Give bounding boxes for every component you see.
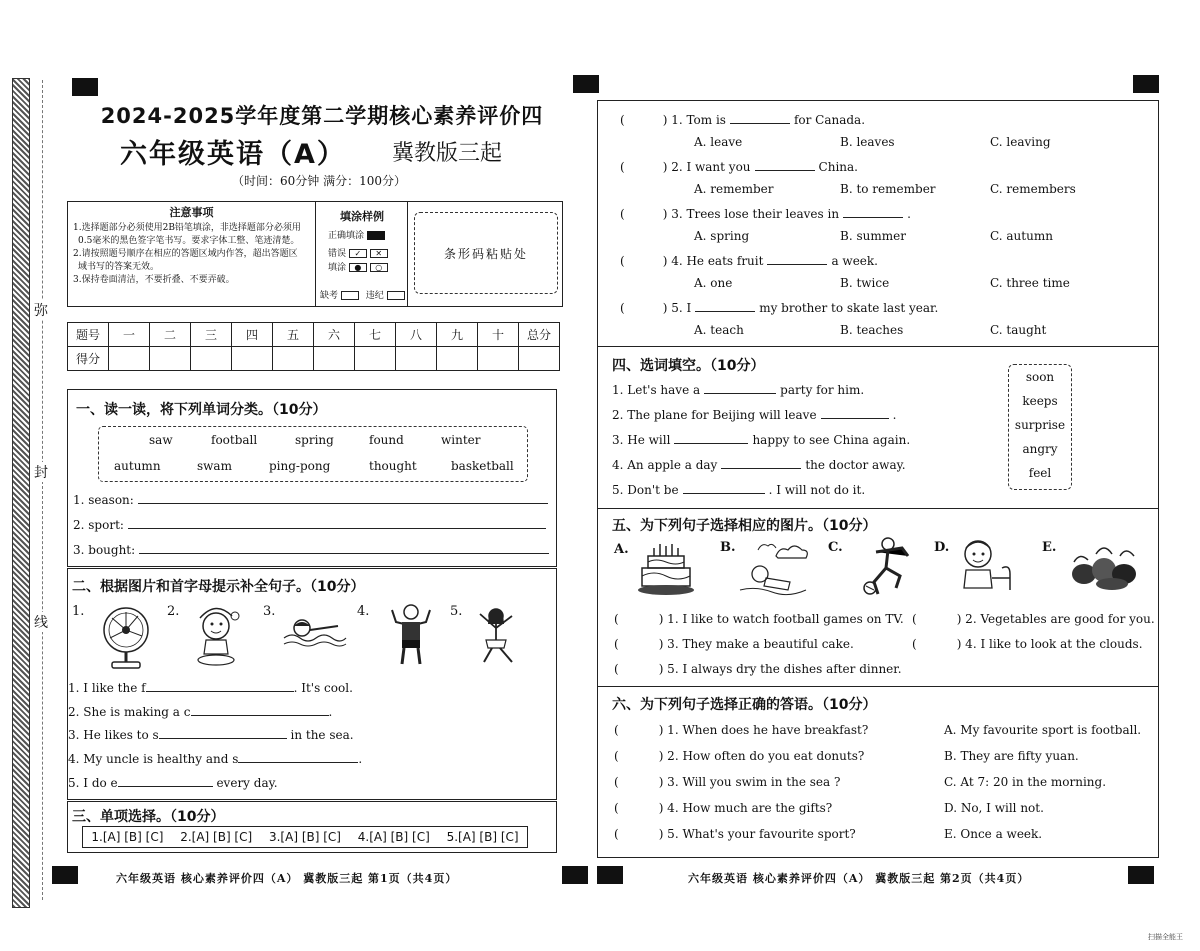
fill-sentence [68, 751, 362, 766]
question-stem: 3. Trees lose their leaves in [671, 207, 840, 221]
word: autumn [114, 459, 161, 473]
score-header-cell: 总分 [519, 323, 560, 347]
pic-label: C. [828, 540, 843, 555]
classify-label: 3. bought: [73, 543, 136, 557]
answer-slot[interactable] [625, 253, 663, 265]
violation-box[interactable] [387, 291, 405, 300]
classify-label: 1. season: [73, 493, 134, 507]
close-paren: ) [662, 113, 672, 127]
match-sentence: ) 4. I like to look at the clouds. [956, 637, 1143, 651]
answer-slot[interactable] [625, 159, 663, 171]
sentence-part: 1. I like the f [68, 681, 146, 695]
answer-match-question [614, 749, 864, 763]
mc-answer-sheet [82, 826, 528, 848]
fill-label: 填涂 [328, 263, 347, 273]
question-stem: 5. I [671, 301, 692, 315]
score-cell[interactable] [355, 347, 396, 371]
mc-question [620, 159, 858, 174]
score-cell[interactable] [232, 347, 273, 371]
fill-sample-title: 填涂样例 [340, 210, 384, 223]
open-paren: ( [614, 723, 619, 737]
sentence-part: 2. She is making a c [68, 705, 191, 719]
answer-match-question [614, 775, 840, 789]
divider [597, 686, 1159, 687]
score-cell[interactable] [314, 347, 355, 371]
sentence-part: every day. [212, 776, 278, 790]
question-stem: 2. I want you [671, 160, 751, 174]
answer-blank[interactable] [730, 112, 790, 124]
option-a: A. teach [694, 323, 744, 337]
fill-sentence [68, 775, 278, 790]
girl-cake-picture [188, 602, 246, 668]
answer-blank[interactable] [238, 751, 358, 763]
classify-line-season [73, 492, 548, 507]
sentence-part: . [328, 705, 333, 719]
option-a: A. one [694, 276, 733, 290]
registration-mark [72, 78, 98, 96]
word-choice-box [1008, 364, 1072, 490]
match-sentence: ) 2. Vegetables are good for you. [956, 612, 1155, 626]
binding-char-feng: 封 [30, 462, 52, 482]
option-b: B. summer [840, 229, 906, 243]
option-c: C. remembers [990, 182, 1076, 196]
close-paren: ) [662, 254, 672, 268]
option-a: A. spring [694, 229, 750, 243]
picture-match-item [614, 612, 904, 626]
score-header-cell: 四 [232, 323, 273, 347]
score-header-cell: 六 [314, 323, 355, 347]
sentence-part: 1. Let's have a [612, 383, 701, 397]
answer-slot[interactable] [625, 112, 663, 124]
sentence-part: 5. I do e [68, 776, 118, 790]
football-player-picture [856, 536, 918, 598]
divider [597, 508, 1159, 509]
mc-question [620, 300, 938, 315]
sentence-part: party for him. [780, 383, 865, 397]
notice-item: 域书写的答案无效。 [78, 262, 160, 272]
absent-label: 缺考 [320, 291, 339, 301]
option-a: A. leave [694, 135, 743, 149]
exam-time: （时间：60分钟 满分：100分） [232, 174, 406, 188]
question-stem-end: for Canada. [793, 113, 866, 127]
cross-box-icon: ✕ [370, 249, 388, 258]
picture-match-item [912, 612, 1155, 626]
score-header-cell: 九 [437, 323, 478, 347]
question-stem: 4. He eats fruit [671, 254, 764, 268]
answer-blank[interactable] [191, 704, 329, 716]
open-paren: ( [620, 113, 625, 127]
open-paren: ( [620, 160, 625, 174]
answer-blank[interactable] [767, 253, 827, 265]
answer-blank[interactable] [118, 775, 213, 787]
sentence-part: 3. He will [612, 433, 671, 447]
close-paren: ) [662, 160, 672, 174]
answer-blank[interactable] [721, 457, 801, 469]
absent-box[interactable] [341, 291, 359, 300]
score-header-cell: 十 [478, 323, 519, 347]
match-sentence: ) 3. They make a beautiful cake. [658, 637, 854, 651]
section-3-title: 三、单项选择。（10分） [72, 809, 225, 825]
question-stem-end: a week. [831, 254, 878, 268]
sentence-part: the doctor away. [805, 458, 906, 472]
circle-box-icon: ○ [370, 263, 388, 272]
answer-blank[interactable] [146, 680, 294, 692]
dot-box-icon: ● [349, 263, 367, 272]
open-paren: ( [614, 612, 619, 626]
sentence-part: in the sea. [286, 728, 354, 742]
barcode-area: 条形码粘贴处 [414, 212, 558, 294]
fill-choice-sentence [612, 382, 864, 397]
score-cell[interactable] [519, 347, 560, 371]
score-header-cell: 一 [109, 323, 150, 347]
score-header-cell: 五 [273, 323, 314, 347]
option-b: B. teaches [840, 323, 904, 337]
score-header-row [68, 323, 560, 347]
answer-choice-2[interactable]: 2.[A] [B] [C] [180, 830, 253, 844]
fill-sentence [68, 727, 354, 742]
registration-mark [597, 866, 623, 884]
open-paren: ( [620, 301, 625, 315]
cake-picture [636, 540, 694, 598]
answer-option: E. Once a week. [944, 827, 1043, 841]
exam-title: 2024-2025学年度第二学期核心素养评价四 [100, 104, 544, 128]
notice-item: 1.选择题部分必须使用2B铅笔填涂，非选择题部分必须用 [73, 223, 301, 233]
binding-char-xian: 线 [30, 612, 52, 632]
notice-item: 3.保持卷面清洁，不要折叠、不要弄破。 [73, 275, 235, 285]
question-stem-end: China. [818, 160, 858, 174]
option-c: C. autumn [990, 229, 1053, 243]
registration-mark [562, 866, 588, 884]
score-header-cell: 三 [191, 323, 232, 347]
question-stem: 1. Tom is [671, 113, 726, 127]
close-paren: ) [662, 207, 672, 221]
option-a: A. remember [694, 182, 774, 196]
fill-choice-sentence [612, 457, 906, 472]
word: thought [369, 459, 417, 473]
section-1-title: 一、读一读，将下列单词分类。（10分） [76, 402, 327, 418]
vegetables-picture [1066, 542, 1146, 594]
answer-option: A. My favourite sport is football. [944, 723, 1142, 737]
section-4-title: 四、选词填空。（10分） [612, 358, 765, 374]
fill-sentence [68, 704, 332, 719]
question-text: ) 2. How often do you eat donuts? [658, 749, 865, 763]
sentence-part: 4. An apple a day [612, 458, 718, 472]
sentence-part: . It's cool. [293, 681, 353, 695]
option-b: B. to remember [840, 182, 936, 196]
score-header-cell: 八 [396, 323, 437, 347]
word: football [211, 433, 258, 447]
score-cell[interactable] [273, 347, 314, 371]
answer-option: B. They are fifty yuan. [944, 749, 1079, 763]
notice-section [68, 202, 316, 306]
binding-char-mi: 弥 [30, 300, 52, 320]
pic-label: E. [1042, 540, 1057, 555]
divider [597, 346, 1159, 347]
answer-choice-4[interactable]: 4.[A] [B] [C] [357, 830, 430, 844]
pic-label: B. [720, 540, 736, 555]
sentence-part: 2. The plane for Beijing will leave [612, 408, 817, 422]
answer-blank[interactable] [128, 517, 546, 529]
score-cell[interactable] [109, 347, 150, 371]
option-c: C. three time [990, 276, 1070, 290]
word: basketball [451, 459, 514, 473]
violation-label: 违纪 [365, 291, 384, 301]
question-stem-end: my brother to skate last year. [759, 301, 939, 315]
match-sentence: ) 5. I always dry the dishes after dinner. [658, 662, 902, 676]
page-footer-left: 六年级英语 核心素养评价四（A） 冀教版三起 第1页（共4页） [116, 872, 458, 885]
choice-word: feel [1028, 466, 1052, 480]
sentence-part: 4. My uncle is healthy and s [68, 752, 239, 766]
registration-mark [1133, 75, 1159, 93]
choice-word: surprise [1014, 418, 1066, 432]
option-b: B. leaves [840, 135, 895, 149]
mc-question [620, 206, 911, 221]
open-paren: ( [912, 637, 917, 651]
open-paren: ( [614, 775, 619, 789]
word-box [98, 426, 528, 482]
score-cell[interactable] [150, 347, 191, 371]
open-paren: ( [614, 801, 619, 815]
option-c: C. leaving [990, 135, 1051, 149]
pic-label: A. [614, 542, 629, 557]
notice-title: 注意事项 [169, 206, 214, 219]
answer-blank[interactable] [683, 482, 765, 494]
wrong-label: 错误 [328, 249, 347, 259]
check-box-icon: ✓ [349, 249, 367, 258]
score-header-cell: 二 [150, 323, 191, 347]
strong-man-picture [386, 602, 436, 668]
sentence-part: . [358, 752, 363, 766]
answer-blank[interactable] [821, 407, 889, 419]
score-cell[interactable] [191, 347, 232, 371]
choice-word: soon [1025, 370, 1055, 384]
answer-blank[interactable] [159, 727, 287, 739]
sentence-part: 5. Don't be [612, 483, 679, 497]
classify-line-sport [73, 517, 546, 532]
answer-blank[interactable] [138, 492, 548, 504]
pic-number: 5. [450, 604, 463, 619]
correct-label: 正确填涂 [328, 231, 365, 241]
answer-blank[interactable] [674, 432, 748, 444]
option-b: B. twice [840, 276, 890, 290]
score-cell[interactable] [396, 347, 437, 371]
choice-word: angry [1022, 442, 1058, 456]
open-paren: ( [614, 749, 619, 763]
score-row-label: 得分 [68, 347, 109, 371]
fill-choice-sentence [612, 482, 865, 497]
score-cell[interactable] [478, 347, 519, 371]
filled-box-icon [367, 231, 385, 240]
notice-item: 0.5毫米的黑色签字笔书写。要求字体工整、笔迹清楚。 [78, 236, 300, 246]
answer-match-question [614, 801, 832, 815]
sentence-part: happy to see China again. [752, 433, 911, 447]
sentence-part: 3. He likes to s [68, 728, 159, 742]
close-paren: ) [662, 301, 672, 315]
boy-dishes-picture [958, 538, 1018, 598]
answer-choice-3[interactable]: 3.[A] [B] [C] [268, 830, 341, 844]
score-row [68, 347, 560, 371]
page-footer-right: 六年级英语 核心素养评价四（A） 冀教版三起 第2页（共4页） [688, 872, 1030, 885]
registration-mark [52, 866, 78, 884]
score-header-cell: 七 [355, 323, 396, 347]
pic-number: 3. [263, 604, 276, 619]
clouds-picture [736, 538, 816, 598]
sentence-part: . I will not do it. [768, 483, 866, 497]
fill-sentence [68, 680, 353, 695]
exam-edition: 冀教版三起 [392, 141, 503, 166]
word: saw [149, 433, 173, 447]
registration-mark [1128, 866, 1154, 884]
answer-blank[interactable] [695, 300, 755, 312]
binding-strip [12, 78, 30, 908]
section-6-title: 六、为下列句子选择正确的答语。（10分） [612, 697, 877, 713]
question-text: ) 1. When does he have breakfast? [658, 723, 869, 737]
pic-number: 2. [167, 604, 180, 619]
classify-label: 2. sport: [73, 518, 124, 532]
answer-blank[interactable] [843, 206, 903, 218]
picture-match-item [614, 637, 854, 651]
open-paren: ( [620, 207, 625, 221]
answer-blank[interactable] [704, 382, 776, 394]
answer-choice-1[interactable]: 1.[A] [B] [C] [91, 830, 164, 844]
open-paren: ( [614, 827, 619, 841]
fill-sample [316, 202, 408, 306]
exercise-girl-picture [472, 600, 522, 666]
scanner-watermark: 扫描全能王 [1148, 933, 1183, 941]
sentence-part: . [892, 408, 897, 422]
fill-choice-sentence [612, 432, 910, 447]
word: spring [295, 433, 334, 447]
score-cell[interactable] [437, 347, 478, 371]
section-2-title: 二、根据图片和首字母提示补全句子。（10分） [72, 579, 365, 595]
fan-picture [98, 606, 156, 670]
open-paren: ( [912, 612, 917, 626]
word: swam [197, 459, 232, 473]
notice-item: 2.请按照题号顺序在相应的答题区域内作答，超出答题区 [73, 249, 298, 259]
fill-choice-sentence [612, 407, 896, 422]
answer-slot[interactable] [625, 300, 663, 312]
section-5-title: 五、为下列句子选择相应的图片。（10分） [612, 518, 877, 534]
picture-match-item [912, 637, 1143, 651]
swimmer-picture [280, 612, 348, 652]
word: ping-pong [269, 459, 331, 473]
answer-choice-5[interactable]: 5.[A] [B] [C] [446, 830, 519, 844]
pic-label: D. [934, 540, 950, 555]
option-c: C. taught [990, 323, 1047, 337]
match-sentence: ) 1. I like to watch football games on TV. [658, 612, 904, 626]
mc-question [620, 112, 865, 127]
choice-word: keeps [1022, 394, 1058, 408]
open-paren: ( [620, 254, 625, 268]
pic-number: 4. [357, 604, 370, 619]
registration-mark [573, 75, 599, 93]
pic-number: 1. [72, 604, 85, 619]
exam-subject: 六年级英语（A） [120, 139, 346, 170]
question-stem-end: . [907, 207, 911, 221]
score-table [67, 322, 560, 371]
word: found [369, 433, 404, 447]
answer-option: D. No, I will not. [944, 801, 1044, 815]
answer-option: C. At 7: 20 in the morning. [944, 775, 1107, 789]
question-text: ) 5. What's your favourite sport? [658, 827, 856, 841]
notice-box [67, 201, 563, 307]
open-paren: ( [614, 637, 619, 651]
classify-line-bought [73, 542, 549, 557]
word: winter [441, 433, 481, 447]
open-paren: ( [614, 662, 619, 676]
question-text: ) 3. Will you swim in the sea ? [658, 775, 841, 789]
answer-blank[interactable] [755, 159, 815, 171]
answer-slot[interactable] [625, 206, 663, 218]
score-header-cell: 题号 [68, 323, 109, 347]
answer-blank[interactable] [139, 542, 549, 554]
question-text: ) 4. How much are the gifts? [658, 801, 833, 815]
mc-question [620, 253, 878, 268]
binding-line [42, 80, 43, 900]
answer-match-question [614, 827, 856, 841]
answer-match-question [614, 723, 868, 737]
picture-match-item [614, 662, 902, 676]
